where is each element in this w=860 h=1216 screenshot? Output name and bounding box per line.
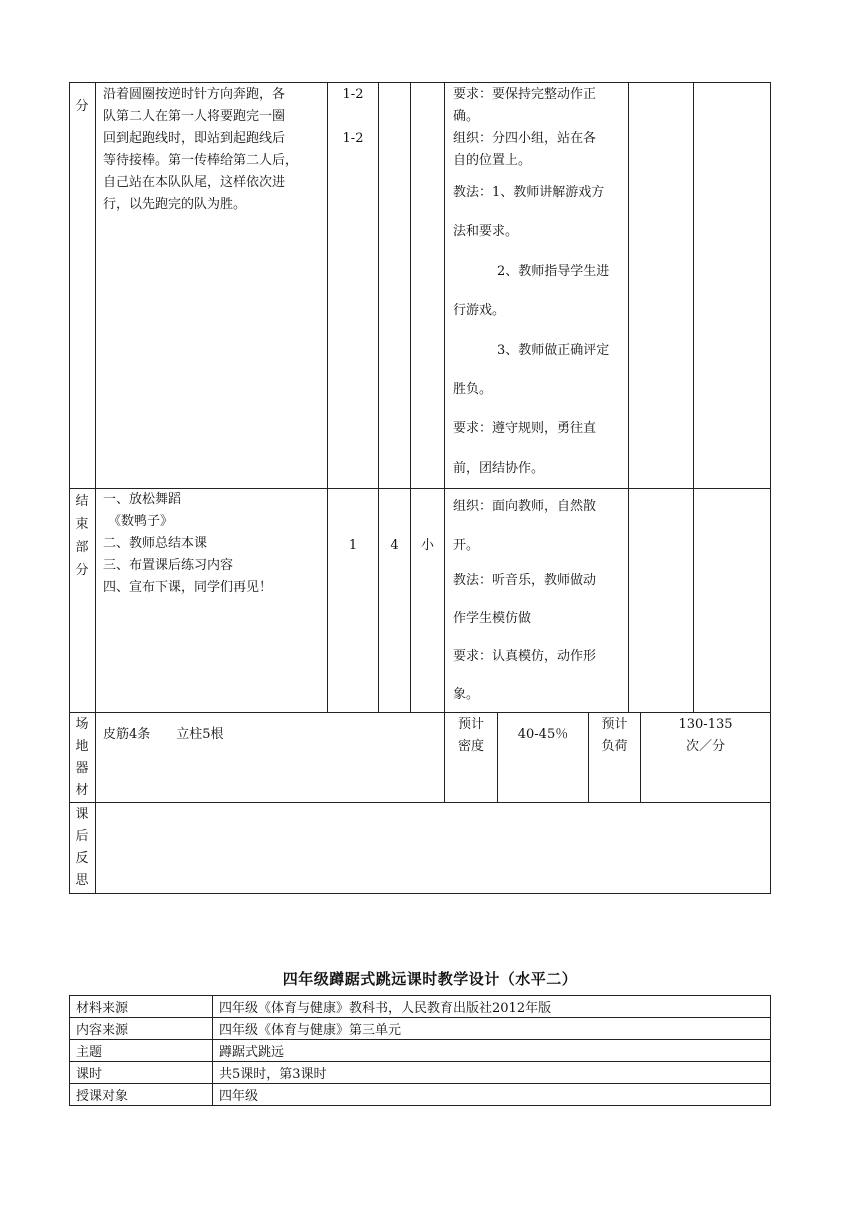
density-value: 40-45％ <box>517 727 569 742</box>
minutes-value: 4 <box>390 538 399 553</box>
table-row <box>70 996 771 1018</box>
content-line: 一、放松舞蹈 <box>103 492 182 507</box>
method-line: 组织：分四小组，站在各 <box>453 131 597 146</box>
method-line: 开。 <box>453 538 480 553</box>
table-row <box>70 1062 771 1084</box>
method-line: 确。 <box>453 109 480 124</box>
reflection-content <box>96 803 770 893</box>
info-key: 课时 <box>70 1062 213 1084</box>
label-char: 部 <box>75 540 89 555</box>
info-table <box>69 995 771 1106</box>
info-value: 四年级 <box>213 1084 771 1106</box>
density-label: 密度 <box>457 739 484 754</box>
method-line: 要求：要保持完整动作正 <box>453 87 597 102</box>
intensity-value: 小 <box>420 538 434 553</box>
label-char: 反 <box>75 851 89 866</box>
label-char: 器 <box>75 761 89 776</box>
method-line: 教法：1、教师讲解游戏方 <box>453 185 605 200</box>
method-line: 自的位置上。 <box>453 153 532 168</box>
method-line: 作学生模仿做 <box>453 611 532 626</box>
load-value: 次／分 <box>685 739 725 754</box>
info-value: 四年级《体育与健康》第三单元 <box>213 1018 771 1040</box>
label-char: 后 <box>75 829 89 844</box>
content-line: 沿着圆圈按逆时针方向奔跑，各 <box>103 87 286 102</box>
label-char: 结 <box>75 494 89 509</box>
label-char: 束 <box>75 517 89 532</box>
label-char: 场 <box>75 717 89 732</box>
method-line: 法和要求。 <box>453 224 519 239</box>
label-char: 分 <box>75 563 89 578</box>
label-char: 思 <box>75 873 89 888</box>
count-value: 1 <box>348 538 358 553</box>
method-line: 组织：面向教师，自然散 <box>453 499 597 514</box>
times-value: 1-2 <box>342 87 364 102</box>
content-line: 队第二人在第一人将要跑完一圈 <box>103 109 286 124</box>
label-char: 地 <box>75 739 89 754</box>
info-key: 材料来源 <box>70 996 213 1018</box>
section-label: 分 <box>75 99 89 114</box>
label-char: 材 <box>75 783 89 798</box>
table-row <box>70 1040 771 1062</box>
method-line: 前，团结协作。 <box>453 461 545 476</box>
content-line: 二、教师总结本课 <box>103 536 208 551</box>
info-key: 内容来源 <box>70 1018 213 1040</box>
content-line: 行，以先跑完的队为胜。 <box>103 197 247 212</box>
method-line: 要求：认真模仿，动作形 <box>453 649 597 664</box>
load-value: 130-135 <box>678 717 733 732</box>
load-label: 预计 <box>601 717 628 732</box>
info-key: 主题 <box>70 1040 213 1062</box>
content-line: 三、布置课后练习内容 <box>103 558 234 573</box>
document-title: 四年级蹲踞式跳远课时教学设计（水平二） <box>282 970 578 988</box>
load-label: 负荷 <box>601 739 628 754</box>
method-line: 2、教师指导学生进 <box>497 264 610 279</box>
content-line: 四、宣布下课，同学们再见！ <box>103 580 273 595</box>
times-value: 1-2 <box>342 131 364 146</box>
info-value: 四年级《体育与健康》教科书，人民教育出版社2012年版 <box>213 996 771 1018</box>
method-line: 行游戏。 <box>453 303 506 318</box>
info-value: 共5课时，第3课时 <box>213 1062 771 1084</box>
table-row <box>70 1084 771 1106</box>
method-line: 3、教师做正确评定 <box>497 343 610 358</box>
method-line: 教法：听音乐，教师做动 <box>453 573 597 588</box>
content-line: 《数鸭子》 <box>108 514 174 529</box>
method-line: 胜负。 <box>453 382 493 397</box>
content-line: 回到起跑线时，即站到起跑线后 <box>103 131 286 146</box>
equipment-items: 皮筋4条 立柱5根 <box>103 727 224 742</box>
method-line: 象。 <box>453 687 480 702</box>
info-value: 蹲踞式跳远 <box>213 1040 771 1062</box>
info-key: 授课对象 <box>70 1084 213 1106</box>
label-char: 课 <box>75 807 89 822</box>
content-line: 等待接棒。第一传棒给第二人后， <box>103 153 299 168</box>
density-label: 预计 <box>457 717 484 732</box>
method-line: 要求：遵守规则，勇往直 <box>453 421 597 436</box>
table-row <box>70 1018 771 1040</box>
content-line: 自己站在本队队尾，这样依次进 <box>103 175 286 190</box>
